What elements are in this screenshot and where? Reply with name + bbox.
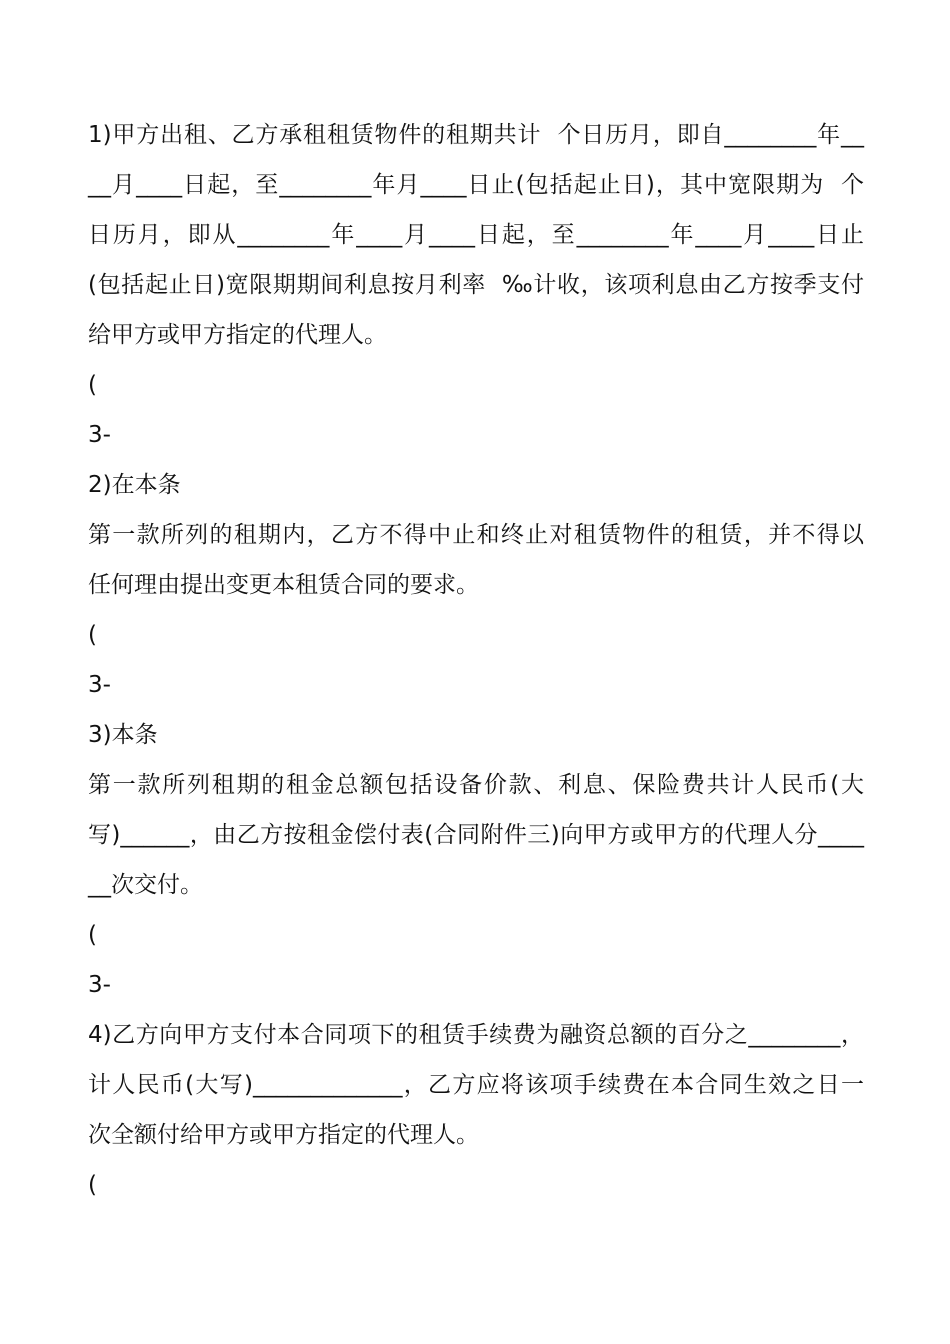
clause3-paren: (: [88, 922, 97, 948]
clause4-line-1: 4)乙方向甲方支付本合同项下的租赁手续费为融资总额的百分之________，: [88, 1022, 864, 1048]
clause2-line-2: 任何理由提出变更本租赁合同的要求。: [88, 572, 479, 598]
clause2-heading: 2)在本条: [88, 472, 181, 498]
clause4-paren: (: [88, 1172, 97, 1198]
clause1-line-2: __月____日起，至________年月____日止(包括起止日)，其中宽限期为 个: [88, 172, 864, 198]
clause2-marker: 3-: [88, 672, 111, 698]
clause3-line-3: __次交付。: [88, 872, 203, 898]
clause1-line-1: 1)甲方出租、乙方承租租赁物件的租期共计 个日历月，即自________年__: [88, 122, 864, 148]
clause1-paren: (: [88, 372, 97, 398]
clause3-heading: 3)本条: [88, 722, 158, 748]
clause4-line-2: 计人民币(大写)_____________，乙方应将该项手续费在本合同生效之日一: [88, 1072, 864, 1098]
clause1-line-5: 给甲方或甲方指定的代理人。: [88, 322, 387, 348]
clause2-paren: (: [88, 622, 97, 648]
clause1-marker: 3-: [88, 422, 111, 448]
clause2-line-1: 第一款所列的租期内，乙方不得中止和终止对租赁物件的租赁，并不得以: [88, 522, 864, 548]
clause3-line-2: 写)______，由乙方按租金偿付表(合同附件三)向甲方或甲方的代理人分____: [88, 822, 864, 848]
clause3-line-1: 第一款所列租期的租金总额包括设备价款、利息、保险费共计人民币(大: [88, 772, 864, 798]
clause4-line-3: 次全额付给甲方或甲方指定的代理人。: [88, 1122, 479, 1148]
clause1-line-3: 日历月，即从________年____月____日起，至________年____月____日止: [88, 222, 864, 248]
clause1-line-4: (包括起止日)宽限期期间利息按月利率 ‰计收，该项利息由乙方按季支付: [88, 272, 864, 298]
clause3-marker: 3-: [88, 972, 111, 998]
